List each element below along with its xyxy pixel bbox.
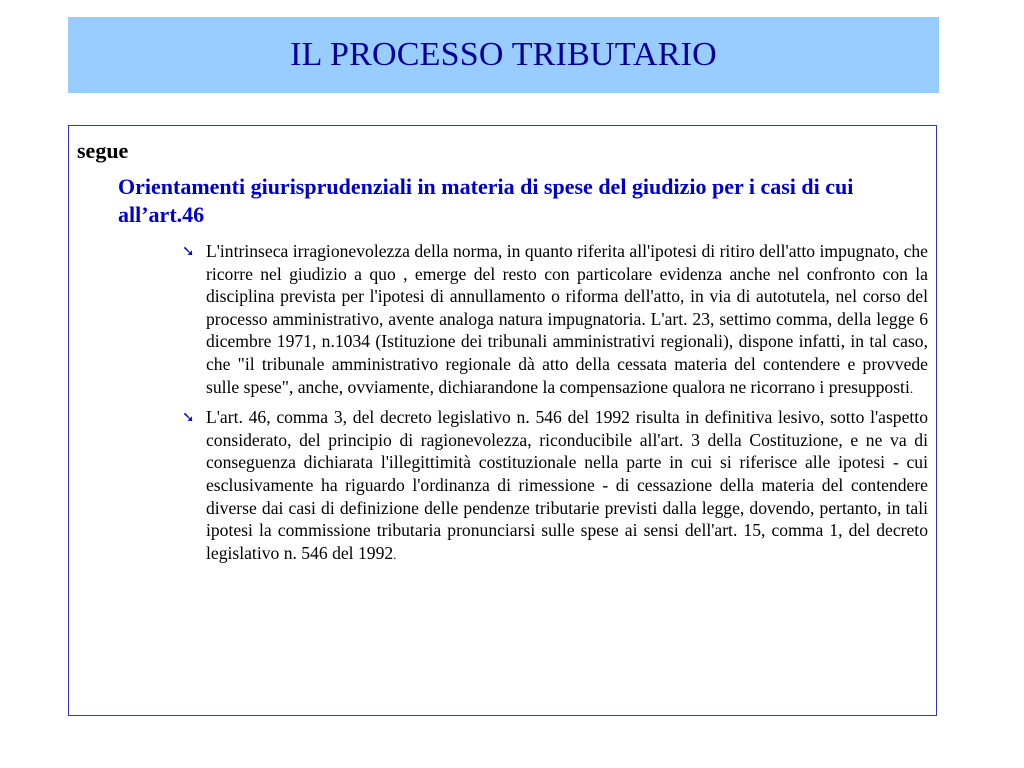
bullet-end-mark: . (909, 380, 914, 396)
bullet-text: L'intrinseca irragionevolezza della norma, in quanto riferita all'ipotesi di ritiro dell'atto impugnato, che ricorre nel giudizio a quo , emerge del resto con particolare evidenza anche nel confronto con la disciplina prevista per l'ipotesi di annullamento o riforma dell'atto, in via di autotutela, nel corso del processo amministrativo, avente analoga natura impugnatoria. L'art. 23, settimo comma, della legge 6 dicembre 1971, n.1034 (Istituzione dei tribunali amministrativi regionali), dispone infatti, in tal caso, che "il tribunale amministrativo regionale dà atto della cessata materia del contendere e provvede sulle spese", anche, ovviamente, dichiarandone la compensazione qualora ne ricorrano i presupposti. (206, 241, 928, 397)
bullet-end-mark: . (393, 546, 397, 562)
subheading: Orientamenti giurisprudenziali in materia di spese del giudizio per i casi di cui all’art.46 (118, 174, 854, 227)
title-bar (68, 17, 939, 93)
bullet-list (182, 240, 928, 572)
arrow-down-icon: ➘ (182, 242, 195, 260)
arrow-down-icon: ➘ (182, 408, 195, 427)
content-box (68, 125, 937, 716)
slide-title: IL PROCESSO TRIBUTARIO (290, 36, 717, 73)
bullet-item (182, 240, 928, 400)
bullet-text: L'art. 46, comma 3, del decreto legislativo n. 546 del 1992 risulta in definitiva lesivo, sotto l'aspetto considerato, del principio di ragionevolezza, riconducibile all'art. 3 della Costituzione, e ne va di conseguenza dichiarata l'illegittimità costituzionale nella parte in cui si riferisce alle ipotesi - cui esclusivamente ha riguardo l'ordinanza di rimessione - di cessazione della materia del contendere diverse dai casi di definizione delle pendenze tributarie previsti dalla legge, dovendo, pertanto, in tali ipotesi la commissione tributaria pronunciarsi sulle spese ai sensi dell'art. 15, comma 1, del decreto legislativo n. 546 del 1992. (206, 407, 928, 563)
segue-label: segue (77, 138, 129, 163)
bullet-item (182, 406, 928, 566)
